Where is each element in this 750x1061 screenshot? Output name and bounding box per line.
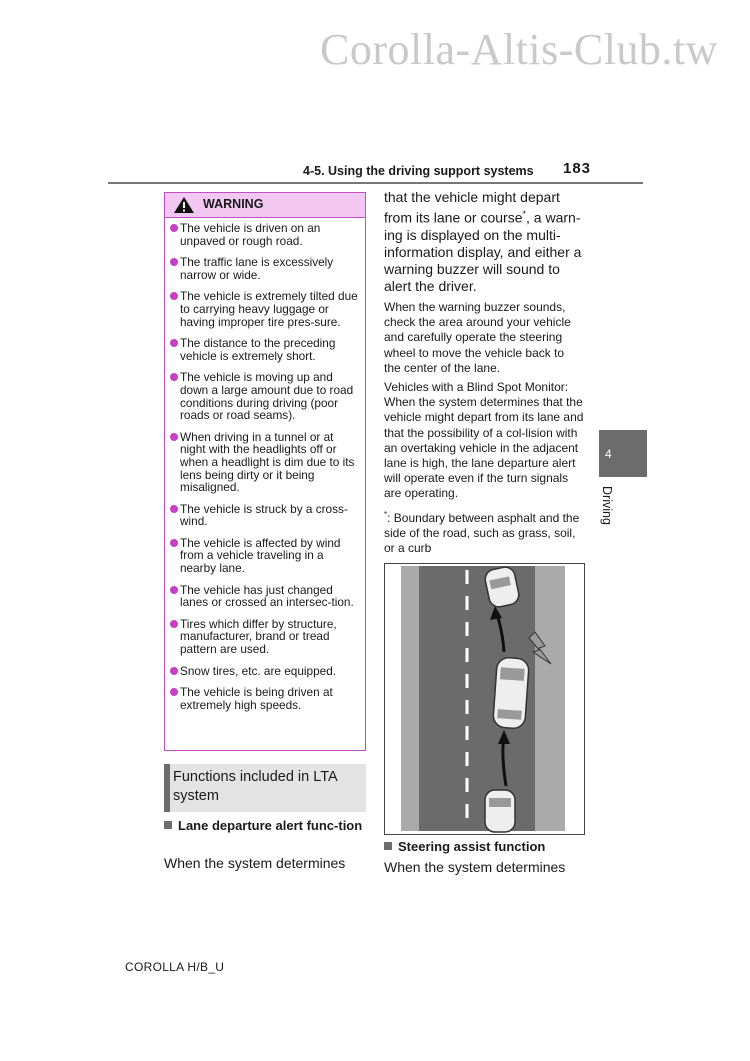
bullet-icon (170, 505, 178, 513)
section-title: 4-5. Using the driving support systems (303, 164, 534, 178)
bullet-icon (170, 224, 178, 232)
steering-assist-text-start: When the system determines (384, 859, 566, 875)
page-header (0, 158, 750, 186)
warning-item: When driving in a tunnel or at night with the headlights off or when a headlight is dim due to its lens being dirty or it being misaligned. (170, 431, 359, 494)
steering-assist-heading: Steering assist function (384, 838, 584, 855)
lane-departure-text-continued: that the vehicle might depart from its lane or course*, a warn-ing is displayed on the multi-information display, and either a warning buzzer will sound to alert the driver. (384, 189, 582, 294)
road-diagram (385, 564, 583, 833)
bullet-icon (170, 373, 178, 381)
warning-header (165, 193, 365, 218)
warning-item: The vehicle is extremely tilted due to carrying heavy luggage or having improper tire pres-sure. (170, 290, 359, 328)
bullet-icon (170, 586, 178, 594)
warning-triangle-icon (173, 196, 195, 214)
lane-departure-illustration (384, 563, 585, 835)
chapter-tab (599, 430, 647, 477)
bullet-icon (170, 433, 178, 441)
warning-item: Tires which differ by structure, manufacturer, brand or tread pattern are used. (170, 618, 359, 656)
watermark-text: Corolla-Altis-Club.tw (320, 25, 718, 74)
car-icon (493, 657, 530, 729)
warning-item: The vehicle has just changed lanes or crossed an intersec-tion. (170, 584, 359, 609)
buzzer-note: When the warning buzzer sounds, check the area around your vehicle and carefully operate the steering wheel to move the vehicle back to the center of the lane. (384, 300, 571, 375)
warning-item: The vehicle is struck by a cross-wind. (170, 503, 359, 528)
footer-model: COROLLA H/B_U (125, 960, 225, 974)
bullet-icon (170, 620, 178, 628)
bullet-icon (170, 539, 178, 547)
warning-item: The distance to the preceding vehicle is extremely short. (170, 337, 359, 362)
section-heading-text: Functions included in LTA system (173, 769, 337, 804)
warning-item: The traffic lane is excessively narrow or wide. (170, 256, 359, 281)
footnote-marker: * (522, 209, 527, 219)
section-heading (164, 764, 366, 812)
warning-item: The vehicle is moving up and down a large amount due to road conditions during driving (poor roads or road seams). (170, 371, 359, 421)
footnote-mark: * (384, 510, 388, 519)
footnote: *: Boundary between asphalt and the side of the road, such as grass, soil, or a curb (384, 510, 580, 556)
warning-label: WARNING (203, 197, 264, 211)
car-icon (485, 790, 515, 832)
header-rule (108, 182, 643, 184)
warning-item: The vehicle is affected by wind from a vehicle traveling in a nearby lane. (170, 537, 359, 575)
page-number: 183 (563, 160, 592, 177)
bullet-icon (170, 667, 178, 675)
chapter-number: 4 (605, 447, 612, 461)
warning-item: Snow tires, etc. are equipped. (170, 665, 359, 678)
warning-item: The vehicle is being driven at extremely high speeds. (170, 686, 359, 711)
warning-list (165, 218, 365, 711)
warning-item: The vehicle is driven on an unpaved or rough road. (170, 222, 359, 247)
warning-box (164, 192, 366, 751)
bsm-note: Vehicles with a Blind Spot Monitor: When the system determines that the vehicle might depart from its lane and that the possibility of a col-lision with an overtaking vehicle in the adjacent lane is high, the lane departure alert will operate even if the turn signals are operating. (384, 380, 584, 501)
square-bullet-icon (164, 821, 172, 829)
lane-departure-text-start: When the system determines (164, 855, 346, 871)
bullet-icon (170, 292, 178, 300)
bullet-icon (170, 688, 178, 696)
lane-departure-heading: Lane departure alert func-tion (164, 817, 364, 834)
bullet-icon (170, 258, 178, 266)
chapter-label: Driving (600, 486, 614, 525)
bullet-icon (170, 339, 178, 347)
square-bullet-icon (384, 842, 392, 850)
